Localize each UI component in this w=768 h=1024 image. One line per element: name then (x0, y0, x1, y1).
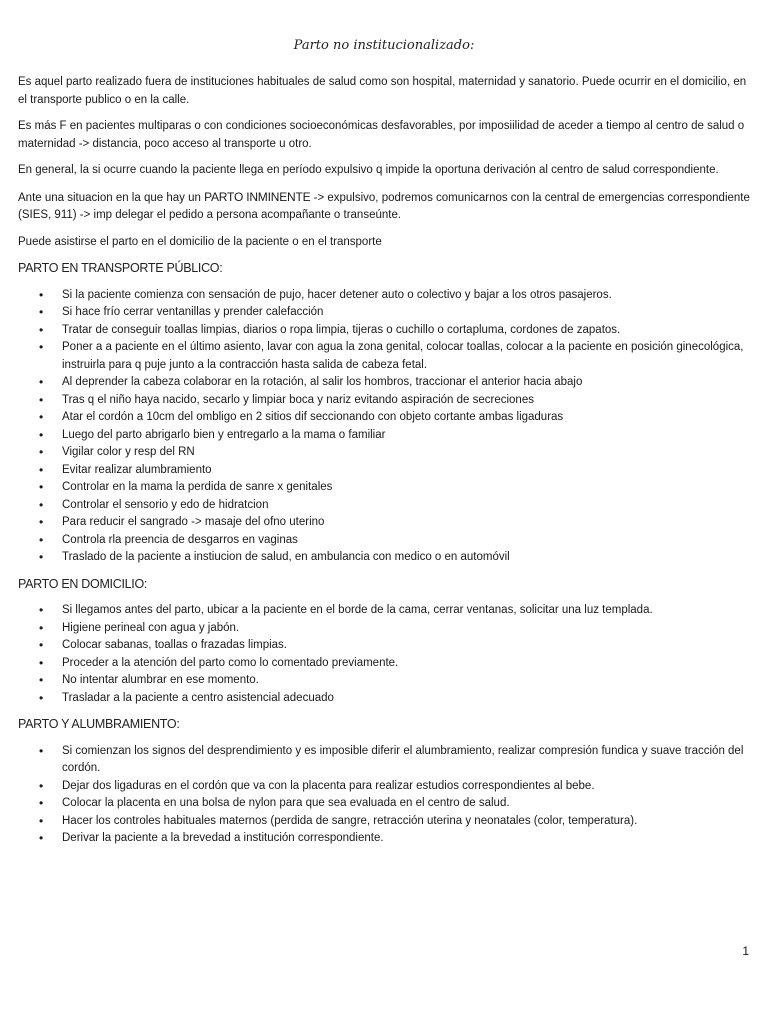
list-placenta (18, 743, 752, 848)
list-item: • Derivar la paciente a la brevedad a institución correspondiente. (18, 830, 752, 848)
list-item: • Vigilar color y resp del RN (18, 444, 752, 462)
paragraph-imminent-after: -> expulsivo, podremos comunicarnos con la central de emergencias correspondiente (SIES, 911) -> imp delegar el pedido a persona acompañante o transeúnte. (18, 191, 750, 221)
page-number: 1 (742, 944, 749, 958)
paragraph-imminent (18, 189, 752, 225)
list-item: • Controla rla preencia de desgarros en vaginas (18, 532, 752, 550)
list-item: • Dejar dos ligaduras en el cordón que va con la placenta para realizar estudios correspondientes al bebe. (18, 778, 752, 796)
list-item: • Evitar realizar alumbramiento (18, 462, 752, 480)
section-heading-home: PARTO EN DOMICILIO: (18, 576, 148, 591)
list-item: • Tras q el niño haya nacido, secarlo y limpiar boca y nariz evitando aspiración de secreciones (18, 392, 752, 410)
list-item: • Controlar en la mama la perdida de sanre x genitales (18, 479, 752, 497)
list-item: • Si comienzan los signos del desprendimiento y es imposible diferir el alumbramiento, realizar compresión fundica y suave tracción del cordón. (18, 743, 752, 778)
list-item: • Al deprender la cabeza colaborar en la rotación, al salir los hombros, traccionar el anterior hacia abajo (18, 374, 752, 392)
paragraph-definition: Es aquel parto realizado fuera de instituciones habituales de salud como son hospital, maternidad y sanatorio. Puede ocurrir en el domicilio, en el transporte publico o en la calle. (18, 76, 747, 106)
paragraph-imminent-before: Ante una situacion en la que hay un (18, 191, 205, 204)
list-item: • Colocar sabanas, toallas o frazadas limpias. (18, 637, 752, 655)
list-item: • Atar el cordón a 10cm del ombligo en 2 sitios dif seccionando con objeto cortante ambas ligaduras (18, 409, 752, 427)
section-heading-placenta: PARTO Y ALUMBRAMIENTO: (18, 717, 180, 731)
list-item: • Para reducir el sangrado -> masaje del ofno uterino (18, 514, 752, 532)
document-body (18, 74, 752, 857)
list-transport (18, 287, 752, 567)
list-item: • Si hace frío cerrar ventanillas y prender calefacción (18, 304, 752, 322)
list-item: • Proceder a la atención del parto como lo comentado previamente. (18, 655, 752, 673)
document-title: Parto no institucionalizado: (293, 38, 475, 53)
list-item: • Tratar de conseguir toallas limpias, diarios o ropa limpia, tijeras o cuchillo o cortapluma, cordones de zapatos. (18, 322, 752, 340)
list-item: • Controlar el sensorio y edo de hidratcion (18, 497, 752, 515)
list-item: • Luego del parto abrigarlo bien y entregarlo a la mama o familiar (18, 427, 752, 445)
list-item: • Traslado de la paciente a instiucion de salud, en ambulancia con medico o en automóvil (18, 549, 752, 567)
list-item: • Si llegamos antes del parto, ubicar a la paciente en el borde de la cama, cerrar ventanas, solicitar una luz templada. (18, 602, 752, 620)
section-heading-transport: PARTO EN TRANSPORTE PÚBLICO: (18, 261, 223, 275)
list-item: • No intentar alumbrar en ese momento. (18, 672, 752, 690)
paragraph-general: En general, la si ocurre cuando la paciente llega en período expulsivo q impide la oportuna derivación al centro de salud correspondiente. (18, 164, 719, 176)
list-item: • Si la paciente comienza con sensación de pujo, hacer detener auto o colectivo y bajar a los otros pasajeros. (18, 287, 752, 305)
paragraph-frequency: Es más F en pacientes multiparas o con condiciones socioeconómicas desfavorables, por imposiilidad de aceder a tiempo al centro de salud o maternidad -> distancia, poco acceso al transporte u otro. (18, 120, 745, 150)
list-item: • Higiene perineal con agua y jabón. (18, 620, 752, 638)
list-home (18, 602, 752, 707)
imminent-highlight: PARTO INMINENTE (204, 189, 311, 204)
list-item: • Trasladar a la paciente a centro asistencial adecuado (18, 690, 752, 708)
paragraph-assist: Puede asistirse el parto en el domicilio de la paciente o en el transporte (18, 235, 382, 248)
list-item: • Colocar la placenta en una bolsa de nylon para que sea evaluada en el centro de salud. (18, 795, 752, 813)
list-item: • Poner a a paciente en el último asiento, lavar con agua la zona genital, colocar toallas, colocar a la paciente en posición ginecológica, instruirla para q puje junto a la contracción hasta salida de cabeza fetal. (18, 339, 752, 374)
list-item: • Hacer los controles habituales maternos (perdida de sangre, retracción uterina y neonatales (color, temperatura). (18, 813, 752, 831)
